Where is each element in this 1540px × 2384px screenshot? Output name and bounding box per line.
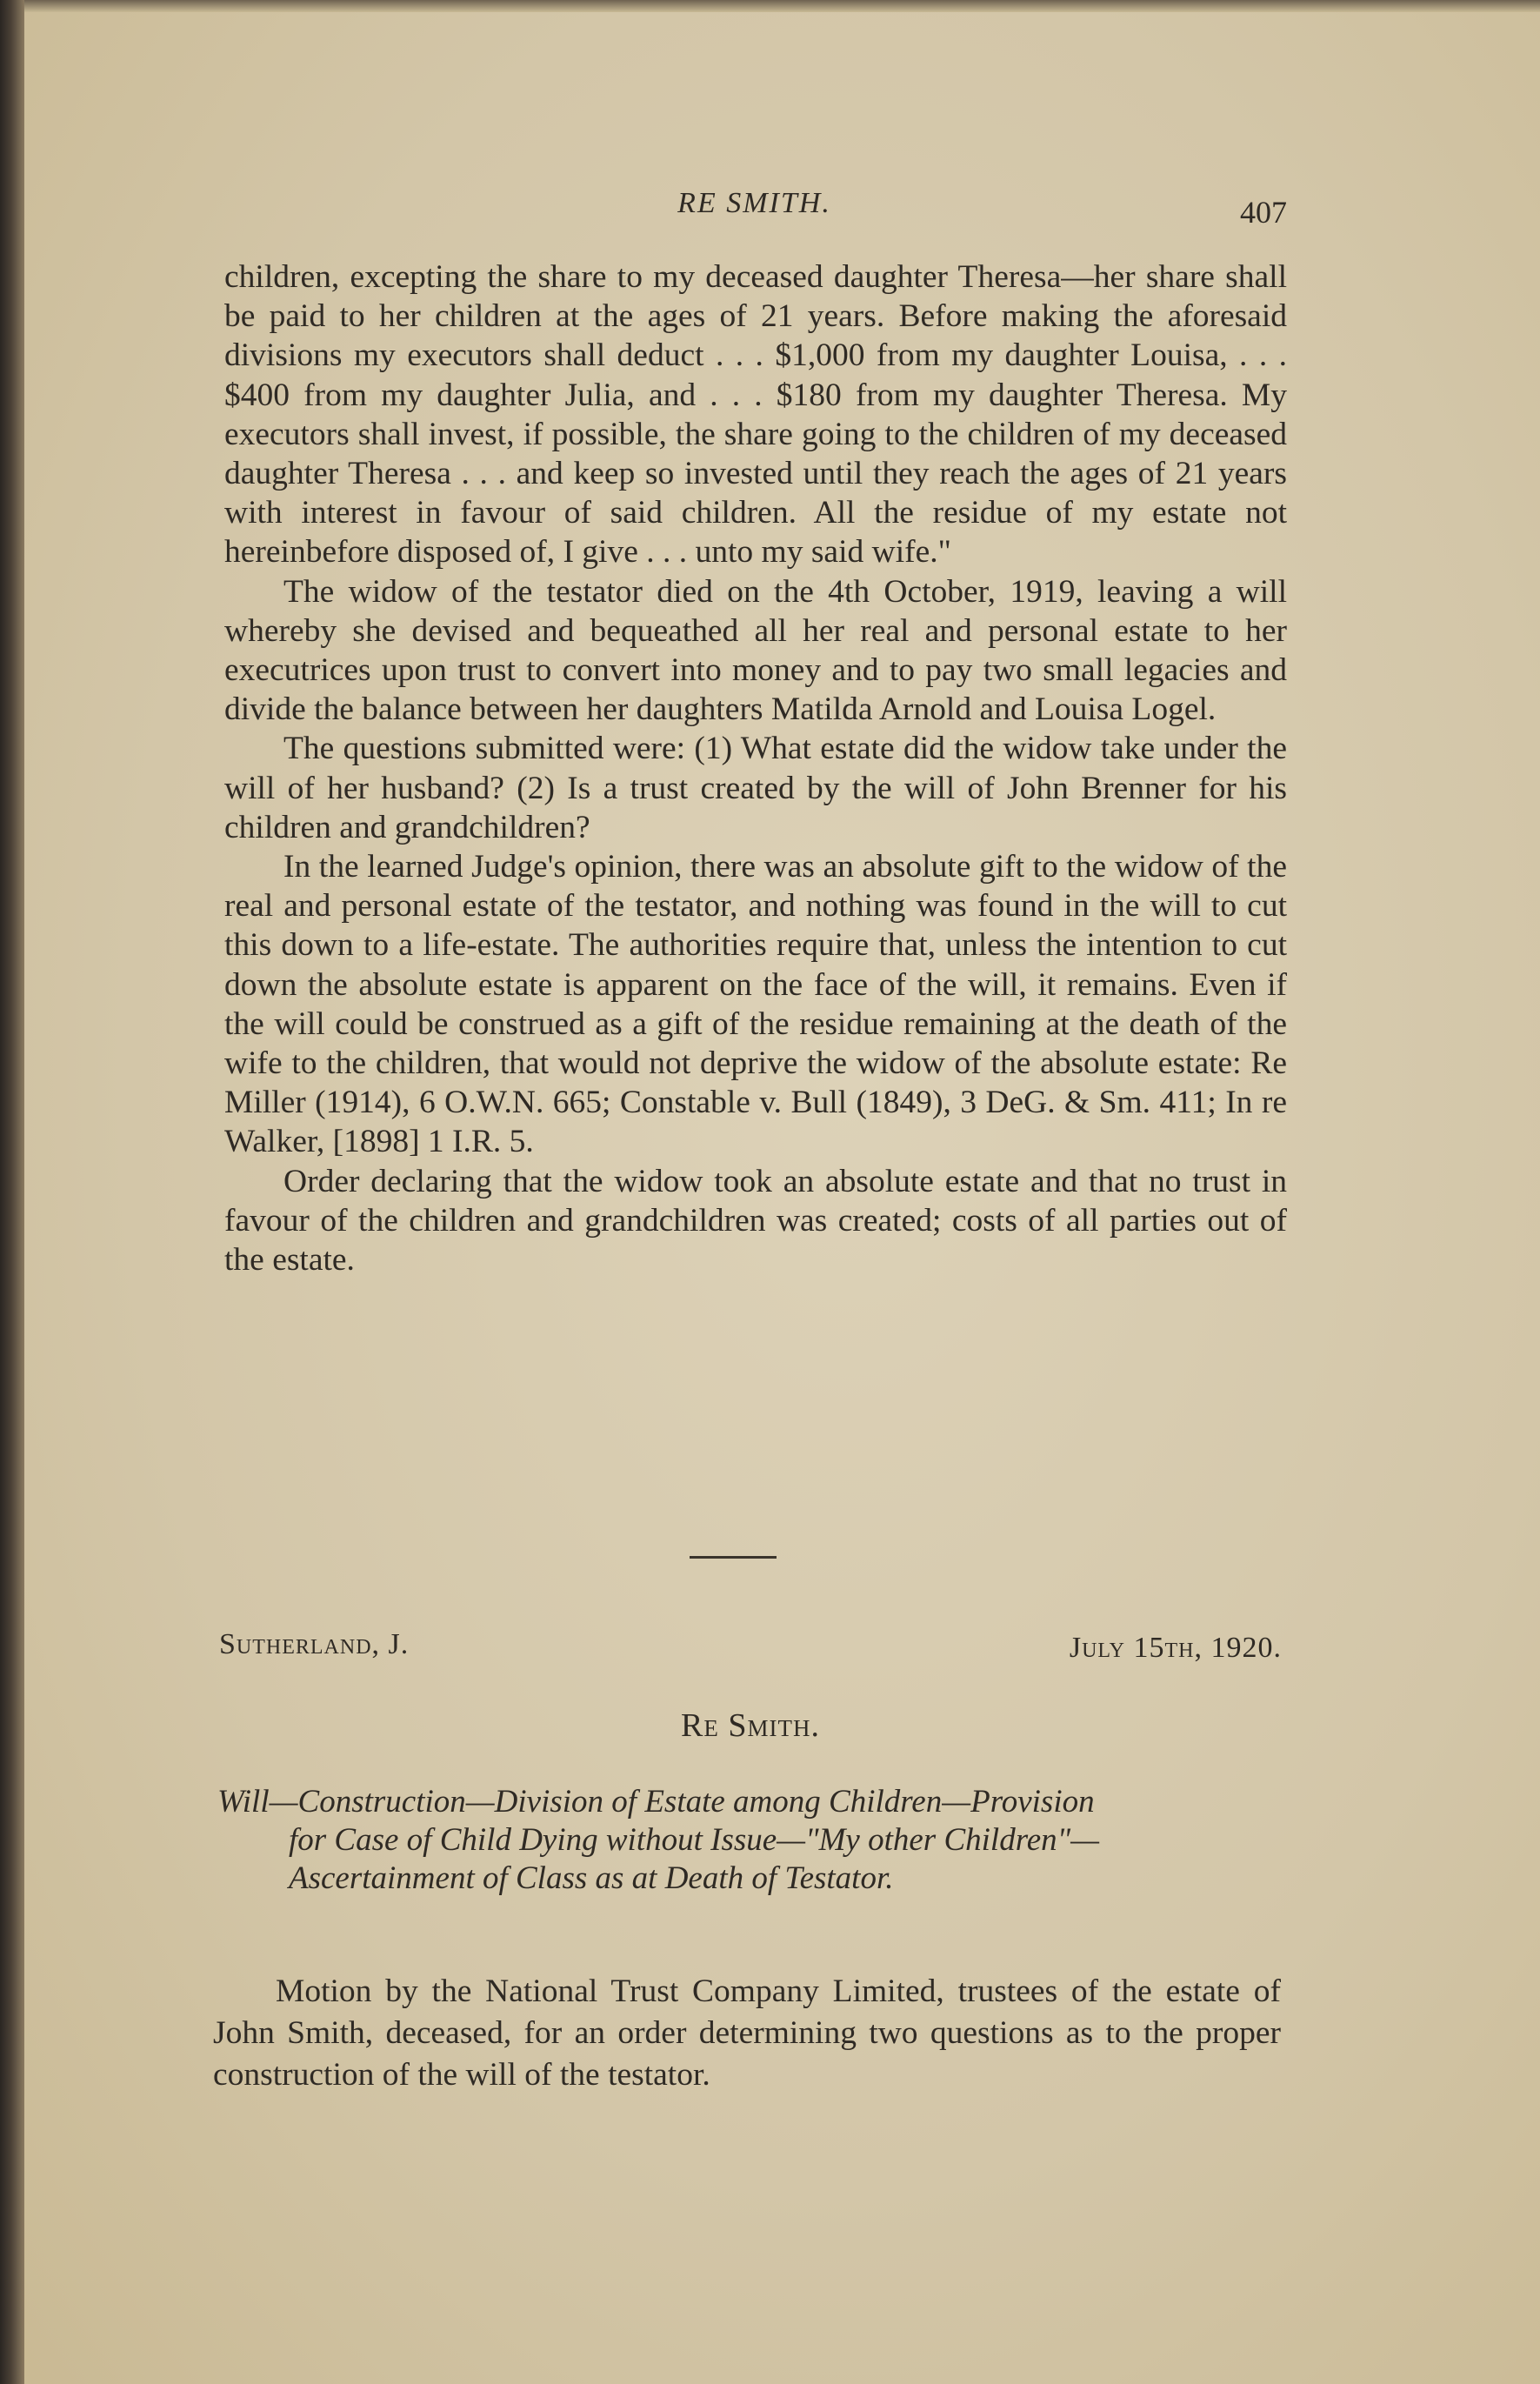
paragraph-widow-will: The widow of the testator died on the 4th October, 1919, leaving a will whereby she devised and bequeathed all her real and personal estate to her executrices upon trust to convert into money and to pay two small legacies and divide the balance between her daughters Matilda Arnold and Louisa Logel. xyxy=(224,573,1287,728)
page-top-edge xyxy=(0,0,1540,12)
section-divider xyxy=(690,1556,777,1559)
paragraph-opinion: In the learned Judge's opinion, there was an absolute gift to the widow of the real and personal estate of the testator, and nothing was found in the will to cut this down to a life-estate. The authorities require that, unless the intention to cut down the absolute estate is apparent on the face of the will, it remains. Even if the will could be construed as a gift of the residue remaining at the death of the wife to the children, that would not deprive the widow of the absolute estate: Re Miller (1914), 6 O.W.N. 665; Constable v. Bull (1849), 3 DeG. & Sm. 411; In re Walker, [1898] 1 I.R. 5. xyxy=(224,849,1287,1160)
judge-name: Sutherland, J. xyxy=(219,1628,410,1660)
running-title: RE SMITH. xyxy=(677,187,831,219)
headnote xyxy=(217,1783,1280,1898)
headnote-line: Will—Construction—Division of Estate among Children—Provision xyxy=(217,1784,1095,1820)
paragraph-order: Order declaring that the widow took an absolute estate and that no trust in favour of the children and grandchildren was created; costs of all parties out of the estate. xyxy=(224,1163,1287,1279)
judgment-date: July 15th, 1920. xyxy=(1069,1632,1282,1664)
motion-paragraph: Motion by the National Trust Company Limited, trustees of the estate of John Smith, deceased, for an order determining two questions as to the proper construction of the will of the testator. xyxy=(213,1973,1281,2093)
binding-edge xyxy=(0,0,24,2384)
paragraph-continued-quote: children, excepting the share to my deceased daughter Theresa—her share shall be paid to her children at the ages of 21 years. Before making the aforesaid divisions my executors shall deduct . . . $1,000 from my daughter Louisa, . . . $400 from my daughter Julia, and . . . $180 from my daughter Theresa. My executors shall invest, if possible, the share going to the children of my deceased daughter Theresa . . . and keep so invested until they reach the ages of 21 years with interest in favour of said children. All the residue of my estate not hereinbefore disposed of, I give . . . unto my said wife." xyxy=(224,259,1287,571)
body-text xyxy=(224,257,1287,1279)
headnote-line: Ascertainment of Class as at Death of Testator. xyxy=(289,1860,894,1896)
paragraph-questions: The questions submitted were: (1) What estate did the widow take under the will of her husband? (2) Is a trust created by the will of John Brenner for his children and grandchildren? xyxy=(224,731,1287,845)
headnote-line: for Case of Child Dying without Issue—"My other Children"— xyxy=(289,1822,1100,1858)
page-number: 407 xyxy=(1240,195,1287,230)
case-title: Re Smith. xyxy=(681,1707,820,1744)
running-head xyxy=(222,178,1287,230)
judge-line xyxy=(219,1628,1282,1672)
